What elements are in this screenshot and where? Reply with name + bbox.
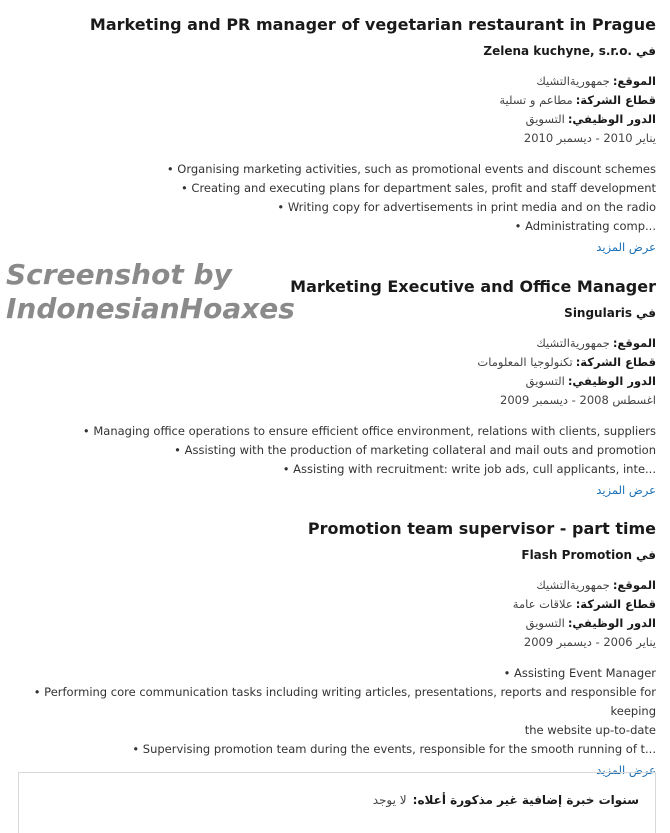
location-row xyxy=(16,576,656,595)
role-label: الدور الوظيفي: xyxy=(567,374,656,388)
job-description xyxy=(16,160,656,236)
description-item: • Organising marketing activities, such as promotional events and discount schemes xyxy=(166,162,656,176)
extra-experience-row xyxy=(19,773,655,807)
industry-row xyxy=(16,91,656,110)
role-value: التسويق xyxy=(525,616,565,630)
description-item: • Administrating comp... xyxy=(514,219,656,233)
location-label: الموقع: xyxy=(612,74,656,88)
description-item: • Supervising promotion team during the events, responsible for the smooth running of t... xyxy=(132,742,656,756)
industry-row xyxy=(16,353,656,372)
location-row xyxy=(16,334,656,353)
extra-experience-label: سنوات خبرة إضافية غير مذكورة أعلاه: xyxy=(412,793,639,807)
role-row xyxy=(16,372,656,391)
industry-row xyxy=(16,595,656,614)
industry-value: مطاعم و تسلية xyxy=(499,93,573,107)
role-row xyxy=(16,614,656,633)
at-prefix: في xyxy=(636,548,656,562)
description-item: • Performing core communication tasks including writing articles, presentations, reports and responsible for keeping xyxy=(33,685,656,718)
at-prefix: في xyxy=(636,44,656,58)
watermark-line-2: IndonesianHoaxes xyxy=(6,292,295,325)
job-title: Promotion team supervisor - part time xyxy=(307,519,656,538)
role-label: الدور الوظيفي: xyxy=(567,112,656,126)
location-value: جمهوريةالتشيك xyxy=(536,578,610,592)
industry-value: علاقات عامة xyxy=(512,597,573,611)
job-meta xyxy=(16,72,656,148)
job-description xyxy=(16,422,656,479)
industry-label: قطاع الشركة: xyxy=(575,597,656,611)
description-item: • Assisting Event Manager xyxy=(503,666,656,680)
company-line xyxy=(16,42,656,60)
job-dates: يناير 2006 - ديسمبر 2009 xyxy=(523,635,656,649)
job-entry xyxy=(16,276,656,499)
company-line xyxy=(16,304,656,322)
role-value: التسويق xyxy=(525,374,565,388)
description-item: • Assisting with recruitment: write job ads, cull applicants, inte... xyxy=(282,462,656,476)
job-description xyxy=(16,664,656,759)
company-name: Singularis xyxy=(564,306,632,320)
description-item: • Assisting with the production of marketing collateral and mail outs and promotion xyxy=(174,443,656,457)
description-item: the website up-to-date xyxy=(524,723,656,737)
job-meta xyxy=(16,334,656,410)
company-name: Flash Promotion xyxy=(521,548,632,562)
company-line xyxy=(16,546,656,564)
extra-experience-box xyxy=(18,772,656,833)
job-dates: اغسطس 2008 - ديسمبر 2009 xyxy=(500,393,656,407)
industry-value: تكنولوجيا المعلومات xyxy=(477,355,573,369)
location-row xyxy=(16,72,656,91)
industry-label: قطاع الشركة: xyxy=(575,355,656,369)
role-label: الدور الوظيفي: xyxy=(567,616,656,630)
location-value: جمهوريةالتشيك xyxy=(536,74,610,88)
show-more-link[interactable]: عرض المزيد xyxy=(596,240,656,254)
description-item: • Writing copy for advertisements in print media and on the radio xyxy=(277,200,656,214)
role-row xyxy=(16,110,656,129)
location-label: الموقع: xyxy=(612,578,656,592)
job-title: Marketing and PR manager of vegetarian restaurant in Prague xyxy=(89,15,656,34)
job-meta xyxy=(16,576,656,652)
location-value: جمهوريةالتشيك xyxy=(536,336,610,350)
company-name: Zelena kuchyne, s.r.o. xyxy=(483,44,632,58)
job-entry xyxy=(16,518,656,779)
show-more-link[interactable]: عرض المزيد xyxy=(596,763,656,777)
watermark-line-1: Screenshot by xyxy=(6,258,232,291)
description-item: • Managing office operations to ensure efficient office environment, relations with clients, suppliers xyxy=(82,424,656,438)
role-value: التسويق xyxy=(525,112,565,126)
description-item: • Creating and executing plans for department sales, profit and staff development xyxy=(180,181,656,195)
job-title: Marketing Executive and Office Manager xyxy=(290,277,656,296)
location-label: الموقع: xyxy=(612,336,656,350)
industry-label: قطاع الشركة: xyxy=(575,93,656,107)
extra-experience-value: لا يوجد xyxy=(372,793,407,807)
job-entry xyxy=(16,14,656,256)
job-dates: يناير 2010 - ديسمبر 2010 xyxy=(523,131,656,145)
at-prefix: في xyxy=(636,306,656,320)
show-more-link[interactable]: عرض المزيد xyxy=(596,483,656,497)
